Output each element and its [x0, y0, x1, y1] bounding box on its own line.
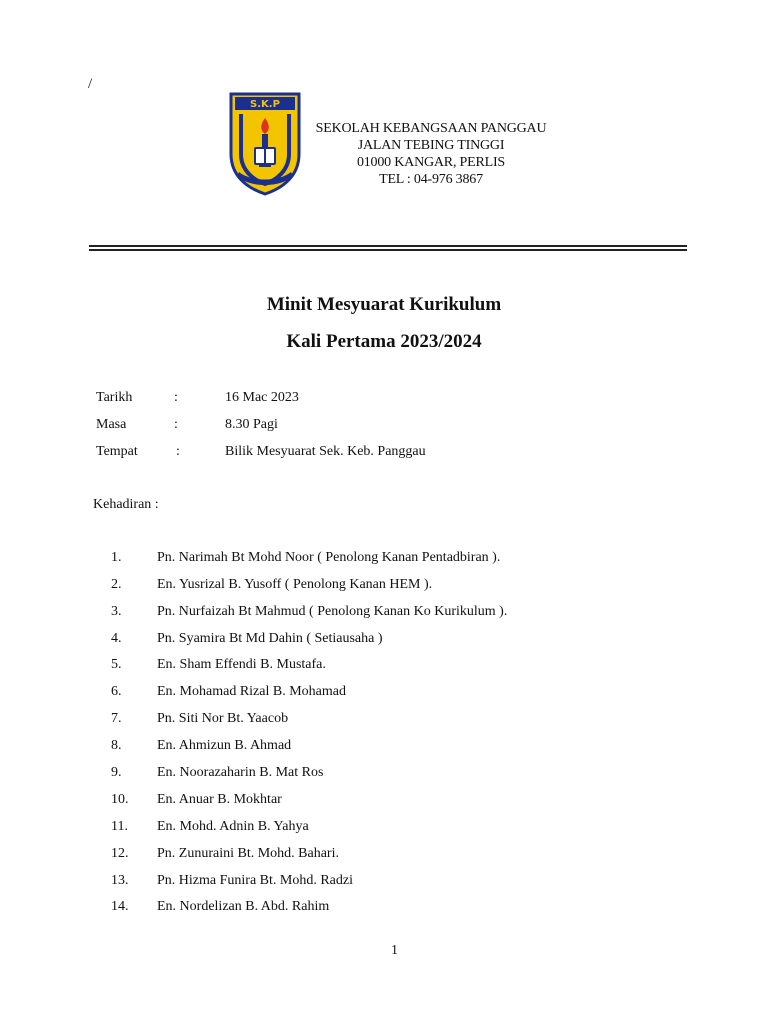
attendee-name: En. Mohd. Adnin B. Yahya: [157, 819, 309, 834]
attendee-number: 8.: [111, 738, 122, 753]
meeting-time-value: 8.30 Pagi: [225, 417, 278, 432]
crest-top-text: S.K.P: [250, 99, 280, 110]
meeting-place-label: Tempat: [96, 444, 138, 459]
attendee-name: En. Ahmizun B. Ahmad: [157, 738, 292, 753]
attendee-number: 3.: [111, 604, 122, 619]
attendee-number: 14.: [111, 899, 129, 914]
meeting-time-label: Masa: [96, 417, 127, 432]
meeting-place-value: Bilik Mesyuarat Sek. Keb. Panggau: [225, 444, 426, 459]
school-address-block: [300, 120, 562, 188]
attendee-number: 13.: [111, 873, 129, 888]
attendee-name: En. Sham Effendi B. Mustafa.: [157, 657, 326, 672]
attendee-name: En. Mohamad Rizal B. Mohamad: [157, 684, 346, 699]
attendance-heading: Kehadiran :: [93, 497, 159, 512]
school-phone: TEL : 04-976 3867: [379, 172, 483, 187]
school-crest-logo: [229, 92, 301, 196]
attendee-name: Pn. Syamira Bt Md Dahin ( Setiausaha ): [157, 631, 383, 646]
header-mark: /: [88, 76, 93, 92]
attendee-name: Pn. Zunuraini Bt. Mohd. Bahari.: [157, 846, 339, 861]
attendee-name: Pn. Siti Nor Bt. Yaacob: [157, 711, 289, 726]
attendee-number: 12.: [111, 846, 129, 861]
attendee-name: En. Noorazaharin B. Mat Ros: [157, 765, 324, 780]
attendee-number: 1.: [111, 550, 122, 565]
school-street: JALAN TEBING TINGGI: [357, 138, 505, 153]
attendee-name: En. Anuar B. Mokhtar: [157, 792, 282, 807]
school-city: 01000 KANGAR, PERLIS: [356, 155, 506, 170]
attendee-name: Pn. Nurfaizah Bt Mahmud ( Penolong Kanan Ko Kurikulum ).: [157, 604, 508, 619]
attendee-number: 9.: [111, 765, 122, 780]
attendee-number: 5.: [111, 657, 122, 672]
school-name: SEKOLAH KEBANGSAAN PANGGAU: [315, 121, 547, 136]
attendee-number: 10.: [111, 792, 129, 807]
attendee-name: Pn. Narimah Bt Mohd Noor ( Penolong Kanan Pentadbiran ).: [157, 550, 501, 565]
meeting-time-colon: :: [174, 417, 178, 432]
attendee-number: 11.: [111, 819, 128, 834]
header-divider: [89, 245, 687, 251]
page-number: 1: [391, 943, 398, 958]
attendee-number: 4.: [111, 631, 122, 646]
attendee-name: En. Nordelizan B. Abd. Rahim: [157, 899, 330, 914]
attendee-number: 6.: [111, 684, 122, 699]
meeting-date-colon: :: [174, 390, 178, 405]
attendee-name: Pn. Hizma Funira Bt. Mohd. Radzi: [157, 873, 353, 888]
attendee-number: 7.: [111, 711, 122, 726]
document-subtitle: Kali Pertama 2023/2024: [286, 331, 482, 352]
meeting-place-colon: :: [176, 444, 180, 459]
meeting-date-label: Tarikh: [96, 390, 133, 405]
attendee-number: 2.: [111, 577, 122, 592]
meeting-date-value: 16 Mac 2023: [225, 390, 299, 405]
attendee-name: En. Yusrizal B. Yusoff ( Penolong Kanan HEM ).: [157, 577, 433, 592]
document-title: Minit Mesyuarat Kurikulum: [266, 294, 502, 315]
